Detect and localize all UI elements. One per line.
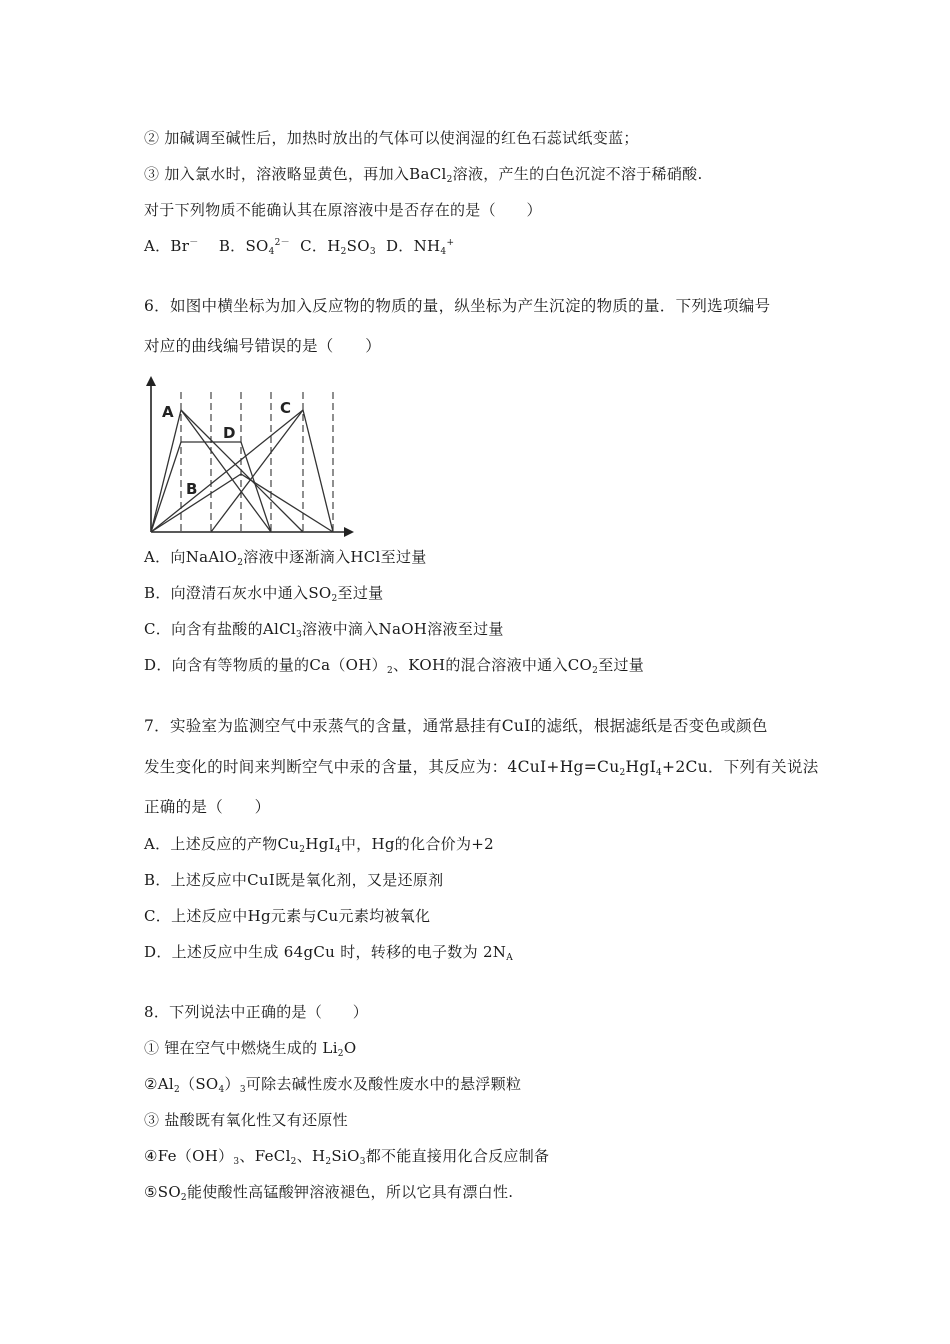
graph-label-a: A (162, 403, 174, 421)
curve-a-extra (181, 410, 303, 532)
q6-option-c[interactable]: C．向含有盐酸的AlCl$_3$溶液中滴入NaOH溶液至过量 (144, 620, 504, 640)
q5-condition-3: ③ 加入氯水时，溶液略显黄色，再加入BaCl$_2$溶液，产生的白色沉淀不溶于稀硝酸. (144, 165, 703, 185)
y-axis-arrow (146, 376, 156, 386)
q5-stem: 对于下列物质不能确认其在原溶液中是否存在的是（ ） (144, 201, 542, 219)
q8-statement-5: $⑤SO_2$能使酸性高锰酸钾溶液褪色，所以它具有漂白性. (144, 1183, 514, 1203)
q6-option-a[interactable]: A．向NaAlO$_2$溶液中逐渐滴入HCl至过量 (144, 548, 427, 568)
q8-statement-3: ③ 盐酸既有氧化性又有还原性 (144, 1111, 348, 1129)
q7-option-b[interactable]: B．上述反应中CuI既是氧化剂，又是还原剂 (144, 871, 444, 889)
q8-statement-2: $②Al_2(SO_4)_3$可除去碱性废水及酸性废水中的悬浮颗粒 (144, 1075, 522, 1095)
q5-option-d[interactable]: D．$NH_4^+$ (385, 237, 455, 257)
q6-option-b[interactable]: B．向澄清石灰水中通入$SO_2$至过量 (144, 584, 384, 604)
q7-stem-line-2: 发生变化的时间来判断空气中汞的含量，其反应为：$4CuI+Hg=Cu_2HgI_4+2Cu$．下列有关说法 (144, 758, 819, 778)
q5-options (144, 236, 454, 256)
x-axis-arrow (344, 527, 354, 537)
q7-option-c[interactable]: C．上述反应中Hg元素与Cu元素均被氧化 (144, 907, 431, 925)
q8-statement-4: $④Fe(OH)_3$、FeCl$_2$、$H_2SiO_3$都不能直接用化合反应制备 (144, 1147, 550, 1167)
q6-stem-line-2: 对应的曲线编号错误的是（ ） (144, 337, 382, 355)
graph-label-c: C (280, 399, 292, 417)
q7-stem-line-1: 7．实验室为监测空气中汞蒸气的含量，通常悬挂有CuI的滤纸，根据滤纸是否变色或颜色 (144, 717, 768, 735)
q6-precipitate-graph (140, 372, 360, 540)
q5-condition-2: ② 加碱调至碱性后，加热时放出的气体可以使润湿的红色石蕊试纸变蓝； (144, 129, 639, 147)
curve-b (151, 474, 333, 532)
q8-stem: 8．下列说法中正确的是（ ） (144, 1003, 369, 1021)
q7-stem-line-3: 正确的是（ ） (144, 798, 271, 816)
q5-option-b[interactable]: B．$SO_4^{2-}$ (218, 237, 290, 257)
q7-option-d[interactable]: D．上述反应中生成 64gCu 时，转移的电子数为 $2N_A$ (144, 943, 514, 963)
q5-option-a[interactable]: A．Br－ (144, 237, 199, 255)
q5-option-c[interactable]: C．$H_2SO_3$ (300, 237, 376, 257)
q6-option-d[interactable]: D．向含有等物质的量的$Ca(OH)_2$、KOH的混合溶液中通入$CO_2$至过量 (144, 656, 645, 676)
q7-option-a[interactable]: A．上述反应的产物$Cu_2HgI_4$中，Hg的化合价为+2 (144, 835, 494, 855)
q6-stem-line-1: 6．如图中横坐标为加入反应物的物质的量，纵坐标为产生沉淀的物质的量．下列选项编号 (144, 297, 771, 315)
q8-statement-1: ① 锂在空气中燃烧生成的 $Li_2O$ (144, 1039, 357, 1059)
graph-label-d: D (223, 424, 236, 442)
graph-label-b: B (186, 480, 198, 498)
